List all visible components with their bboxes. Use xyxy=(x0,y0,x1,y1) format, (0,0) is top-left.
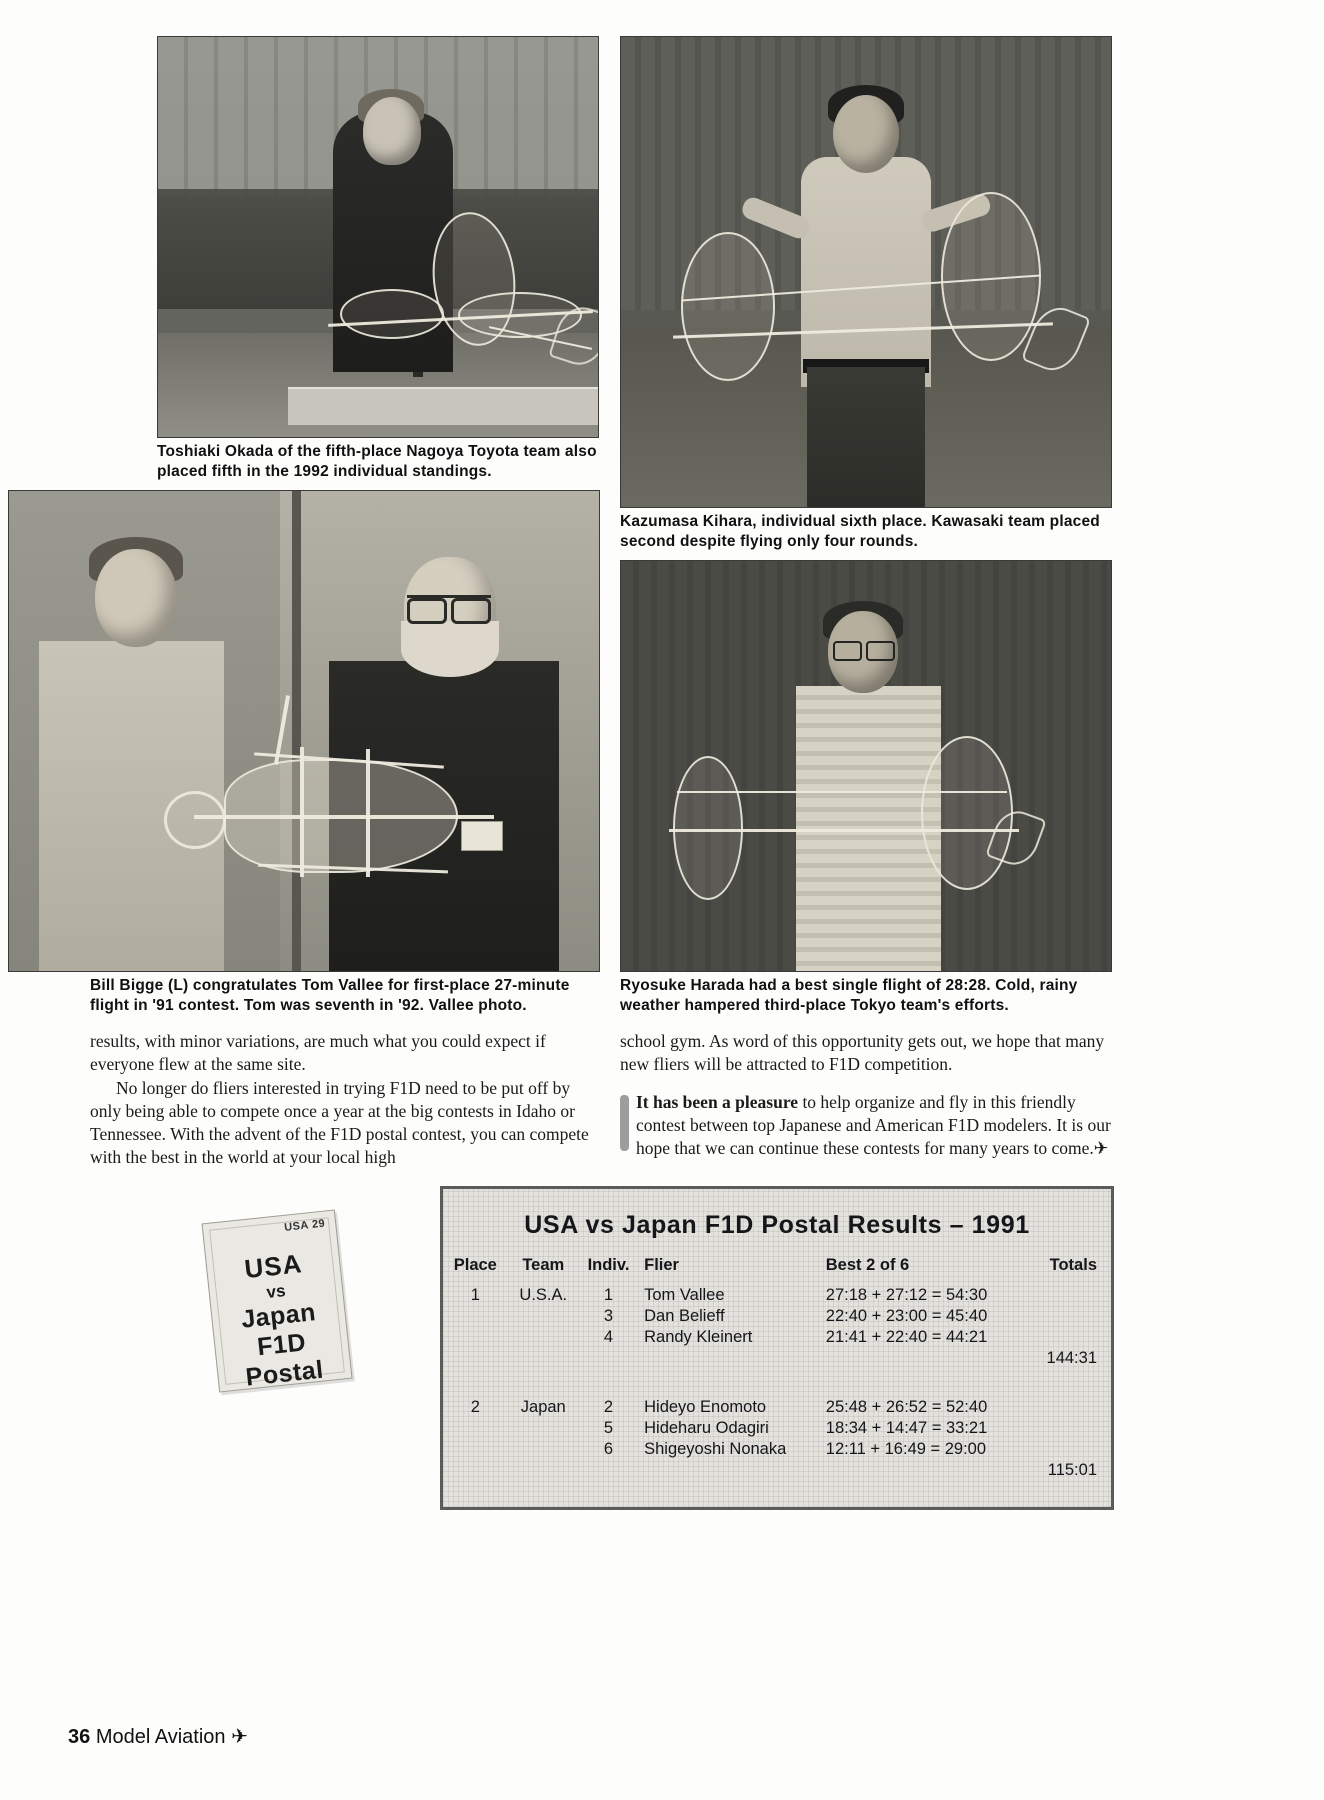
cell-team xyxy=(508,1306,579,1327)
magazine-name: Model Aviation xyxy=(95,1726,226,1748)
paragraph-marker-bar xyxy=(620,1095,629,1151)
column-header-indiv: Indiv. xyxy=(587,1256,630,1274)
paragraph-right-2 xyxy=(620,1091,1120,1162)
team-total-japan: 115:01 xyxy=(1047,1461,1097,1479)
table-row xyxy=(443,1418,1111,1439)
cell-total xyxy=(1011,1418,1111,1439)
stamp-line-f1d: F1D xyxy=(255,1328,308,1362)
photo-caption-okada: Toshiaki Okada of the fifth-place Nagoya Toyota team also placed fifth in the 1992 individual standings. xyxy=(157,443,597,480)
cell-flier: Hideharu Odagiri xyxy=(644,1419,769,1437)
cell-indiv: 2 xyxy=(603,1398,614,1416)
cell-best: 18:34 + 14:47 = 33:21 xyxy=(825,1419,988,1437)
cell-flier: Shigeyoshi Nonaka xyxy=(644,1440,787,1458)
cell-total xyxy=(1011,1439,1111,1460)
photo-okada xyxy=(157,36,599,438)
paragraph-right-2-text: to help organize and fly in this friendly contest between top Japanese and American F1D modelers. It is our hope that we can continue these contests for many years to come. xyxy=(636,1091,1111,1159)
column-header-totals: Totals xyxy=(1049,1256,1097,1274)
cell-total xyxy=(1011,1285,1111,1306)
table-total-row xyxy=(443,1348,1111,1369)
photo-bigge-vallee xyxy=(8,490,600,972)
cell-place xyxy=(443,1439,508,1460)
photo-caption-kihara: Kazumasa Kihara, individual sixth place. Kawasaki team placed second despite flying only four rounds. xyxy=(620,513,1100,550)
cell-best: 12:11 + 16:49 = 29:00 xyxy=(825,1440,987,1458)
page-number: 36 xyxy=(68,1726,91,1748)
column-header-place: Place xyxy=(453,1256,497,1274)
table-row xyxy=(443,1306,1111,1327)
cell-indiv: 6 xyxy=(603,1440,614,1458)
photo-caption-harada: Ryosuke Harada had a best single flight of 28:28. Cold, rainy weather hampered third-place Tokyo team's efforts. xyxy=(620,977,1078,1014)
results-table xyxy=(443,1256,1111,1481)
photo-caption-bigge: Bill Bigge (L) congratulates Tom Vallee for first-place 27-minute flight in '91 contest. Tom was seventh in '92. Vallee photo. xyxy=(90,977,570,1014)
table-row xyxy=(443,1439,1111,1460)
cell-team: Japan xyxy=(520,1398,566,1416)
body-column-left xyxy=(90,1030,590,1170)
cell-flier: Randy Kleinert xyxy=(644,1328,753,1346)
paragraph-left-1: results, with minor variations, are much what you could expect if everyone flew at the same site. xyxy=(90,1031,546,1075)
cell-total xyxy=(1011,1306,1111,1327)
column-header-best: Best 2 of 6 xyxy=(825,1256,910,1274)
table-row xyxy=(443,1285,1111,1306)
cell-total xyxy=(1011,1327,1111,1348)
table-header-row xyxy=(443,1256,1111,1285)
usa-vs-japan-stamp xyxy=(201,1209,352,1392)
lead-in-text: It has been a pleasure xyxy=(636,1091,799,1112)
cell-team xyxy=(508,1327,579,1348)
cell-flier: Hideyo Enomoto xyxy=(644,1398,767,1416)
team-total-usa: 144:31 xyxy=(1046,1349,1097,1367)
cell-team xyxy=(508,1418,579,1439)
cell-team xyxy=(508,1439,579,1460)
table-row xyxy=(443,1327,1111,1348)
cell-flier: Dan Belieff xyxy=(644,1307,725,1325)
airplane-footer-icon: ✈ xyxy=(231,1724,248,1748)
paragraph-right-1: school gym. As word of this opportunity gets out, we hope that many new fliers will be attracted to F1D competition. xyxy=(620,1031,1105,1075)
stamp-line-vs: vs xyxy=(265,1281,287,1302)
stamp-denomination: USA 29 xyxy=(283,1217,326,1234)
cell-indiv: 5 xyxy=(603,1419,614,1437)
photo-harada xyxy=(620,560,1112,972)
stamp-line-postal: Postal xyxy=(244,1355,325,1392)
cell-best: 27:18 + 27:12 = 54:30 xyxy=(825,1286,988,1304)
cell-place: 2 xyxy=(470,1398,480,1416)
cell-place xyxy=(443,1306,508,1327)
cell-place: 1 xyxy=(470,1286,480,1304)
cell-total xyxy=(1011,1397,1111,1418)
cell-place xyxy=(443,1418,508,1439)
paragraph-left-2: No longer do fliers interested in trying F1D need to be put off by only being able to compete once a year at the big contests in Idaho or Tennessee. With the advent of the F1D postal contest, you can compete with the best in the world at your local high xyxy=(90,1077,589,1168)
stamp-line-usa: USA xyxy=(242,1248,304,1285)
column-header-flier: Flier xyxy=(644,1256,679,1274)
column-header-team: Team xyxy=(522,1256,565,1274)
table-spacer xyxy=(443,1369,1111,1397)
cell-indiv: 4 xyxy=(603,1328,614,1346)
cell-best: 21:41 + 22:40 = 44:21 xyxy=(825,1328,988,1346)
results-title: USA vs Japan F1D Postal Results – 1991 xyxy=(524,1211,1030,1239)
cell-best: 22:40 + 23:00 = 45:40 xyxy=(825,1307,988,1325)
page-footer xyxy=(68,1724,248,1749)
cell-indiv: 3 xyxy=(603,1307,614,1325)
stamp-line-japan: Japan xyxy=(239,1298,318,1334)
body-column-right xyxy=(620,1030,1120,1161)
photo-kihara xyxy=(620,36,1112,508)
airplane-end-icon: ✈ xyxy=(1093,1139,1109,1160)
table-total-row xyxy=(443,1460,1111,1481)
cell-best: 25:48 + 26:52 = 52:40 xyxy=(825,1398,988,1416)
table-row xyxy=(443,1397,1111,1418)
cell-flier: Tom Vallee xyxy=(644,1286,725,1304)
results-panel xyxy=(440,1186,1114,1510)
cell-indiv: 1 xyxy=(603,1286,614,1304)
cell-team: U.S.A. xyxy=(519,1286,568,1304)
cell-place xyxy=(443,1327,508,1348)
